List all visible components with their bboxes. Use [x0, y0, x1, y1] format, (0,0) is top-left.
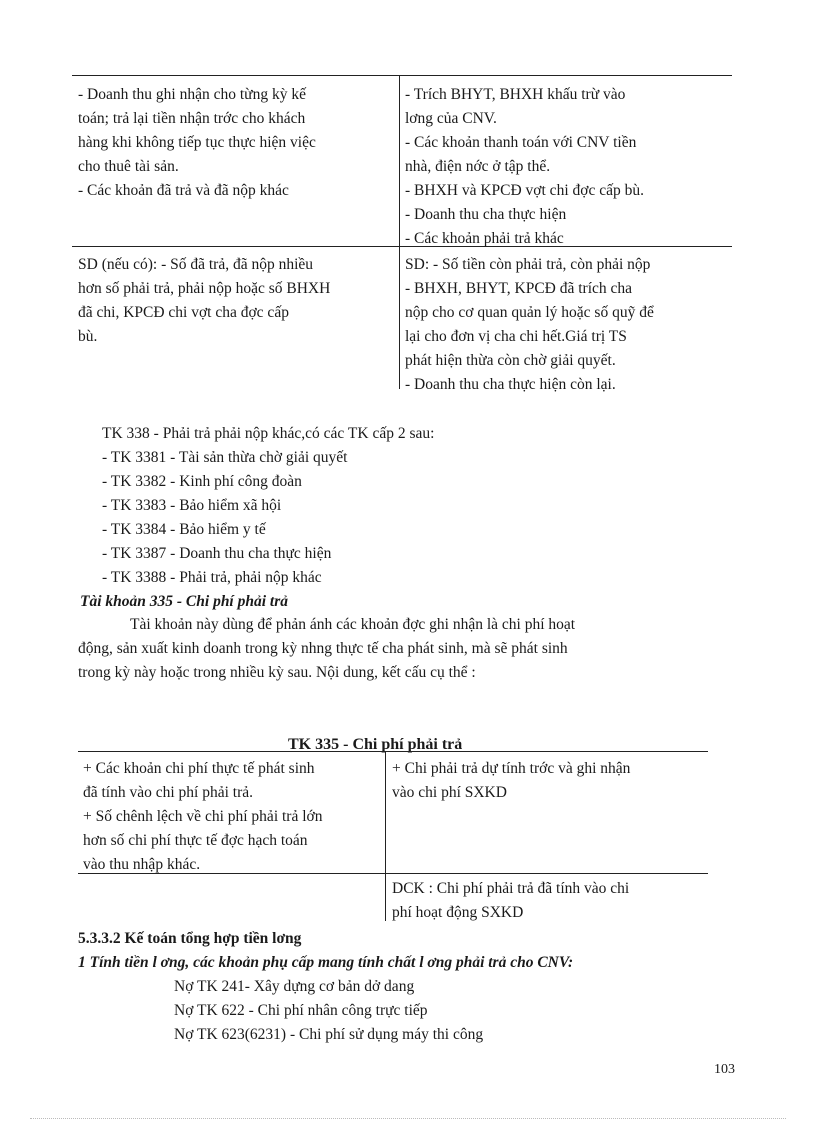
table-cell-line: hàng khi không tiếp tục thực hiện việc: [78, 134, 316, 151]
table-cell-line: + Các khoản chi phí thực tế phát sinh: [83, 760, 315, 777]
table-cell-line: - Doanh thu cha thực hiện còn lại.: [405, 376, 616, 393]
table-cell-line: + Số chênh lệch về chi phí phải trả lớn: [83, 808, 323, 825]
section-335-heading: Tài khoản 335 - Chi phí phải trả: [80, 593, 289, 610]
journal-entry: Nợ TK 623(6231) - Chi phí sử dụng máy thi công: [174, 1026, 484, 1043]
journal-entry: Nợ TK 622 - Chi phí nhân công trực tiếp: [174, 1002, 428, 1019]
table2-credit-side: [392, 757, 704, 805]
table1-row1-left: [78, 83, 392, 203]
table-cell-line: nhà, điện nớc ở tập thể.: [405, 158, 551, 175]
table-cell-line: hơn số chi phí thực tế đợc hạch toán: [83, 832, 308, 849]
table-top-border: [72, 75, 732, 76]
table-cell-line: - Các khoản đã trả và đã nộp khác: [78, 182, 289, 199]
table-cell-line: - Các khoản thanh toán với CNV tiền: [405, 134, 637, 151]
table-cell-line: - Doanh thu ghi nhận cho từng kỳ kế: [78, 86, 306, 103]
table-cell-line: nộp cho cơ quan quản lý hoặc số quỹ để: [405, 304, 654, 321]
table-cell-line: - BHXH, BHYT, KPCĐ đã trích cha: [405, 280, 633, 297]
table-cell-line: lại cho đơn vị cha chi hết.Giá trị TS: [405, 328, 627, 345]
list-item: - TK 3388 - Phải trả, phải nộp khác: [102, 569, 322, 586]
table-cell-line: - Các khoản phải trả khác: [405, 230, 564, 247]
table-cell-line: cho thuê tài sản.: [78, 158, 179, 175]
table-cell-line: DCK : Chi phí phải trả đã tính vào chi: [392, 880, 630, 897]
tk338-list: [102, 446, 347, 590]
section-5332-heading: 5.3.3.2 Kế toán tổng hợp tiền lơng: [78, 930, 302, 947]
table-cell-line: + Chi phải trả dự tính trớc và ghi nhận: [392, 760, 631, 777]
page-number: 103: [714, 1062, 735, 1077]
table2-top-border: [78, 751, 708, 752]
list-item: - TK 3381 - Tài sản thừa chờ giải quyết: [102, 449, 348, 466]
table1-row2-right: [405, 253, 727, 397]
journal-entry: Nợ TK 241- Xây dựng cơ bản dở dang: [174, 978, 415, 995]
list-item: - TK 3384 - Bảo hiểm y tế: [102, 521, 266, 538]
footer-divider: [30, 1118, 786, 1119]
table2-balance: [392, 877, 708, 925]
paragraph-line: trong kỳ này hoặc trong nhiều kỳ sau. Nội dung, kết cấu cụ thể :: [78, 664, 476, 681]
table-cell-line: hơn số phải trả, phải nộp hoặc số BHXH: [78, 280, 331, 297]
tk338-intro: TK 338 - Phải trả phải nộp khác,có các TK cấp 2 sau:: [102, 425, 435, 442]
section-5332-subheading: 1 Tính tiền l ơng, các khoản phụ cấp mang tính chất l ơng phải trả cho CNV:: [78, 954, 574, 971]
table2-column-divider: [385, 751, 386, 921]
list-item: - TK 3382 - Kinh phí công đoàn: [102, 473, 302, 490]
table-cell-line: SD (nếu có): - Số đã trả, đã nộp nhiều: [78, 256, 314, 273]
table-cell-line: - BHXH và KPCĐ vợt chi đợc cấp bù.: [405, 182, 644, 199]
table1-row1-right: [405, 83, 727, 251]
table-column-divider: [399, 75, 400, 389]
table-cell-line: - Trích BHYT, BHXH khấu trừ vào: [405, 86, 626, 103]
table-cell-line: - Doanh thu cha thực hiện: [405, 206, 567, 223]
paragraph-line: Tài khoản này dùng để phản ánh các khoản đợc ghi nhận là chi phí hoạt: [130, 616, 576, 633]
table-cell-line: toán; trả lại tiền nhận trớc cho khách: [78, 110, 306, 127]
table1-row2-left: [78, 253, 392, 349]
table2-debit-side: [83, 757, 379, 877]
table-cell-line: đã chi, KPCĐ chi vợt cha đợc cấp: [78, 304, 289, 321]
list-item: - TK 3387 - Doanh thu cha thực hiện: [102, 545, 332, 562]
table-cell-line: vào chi phí SXKD: [392, 784, 507, 801]
paragraph-line: động, sản xuất kinh doanh trong kỳ nhng thực tế cha phát sinh, mà sẽ phát sinh: [78, 640, 568, 657]
table-cell-line: SD: - Số tiền còn phải trả, còn phải nộp: [405, 256, 651, 273]
table-cell-line: bù.: [78, 328, 98, 345]
table-cell-line: lơng của CNV.: [405, 110, 497, 127]
section-335-paragraph: [78, 613, 738, 685]
list-item: - TK 3383 - Bảo hiểm xã hội: [102, 497, 282, 514]
table-cell-line: phát hiện thừa còn chờ giải quyết.: [405, 352, 616, 369]
table2-title: TK 335 - Chi phí phải trả: [288, 736, 463, 753]
table-cell-line: phí hoạt động SXKD: [392, 904, 524, 921]
table-cell-line: vào thu nhập khác.: [83, 856, 201, 873]
journal-entries: [174, 975, 483, 1047]
table-cell-line: đã tính vào chi phí phải trả.: [83, 784, 254, 801]
